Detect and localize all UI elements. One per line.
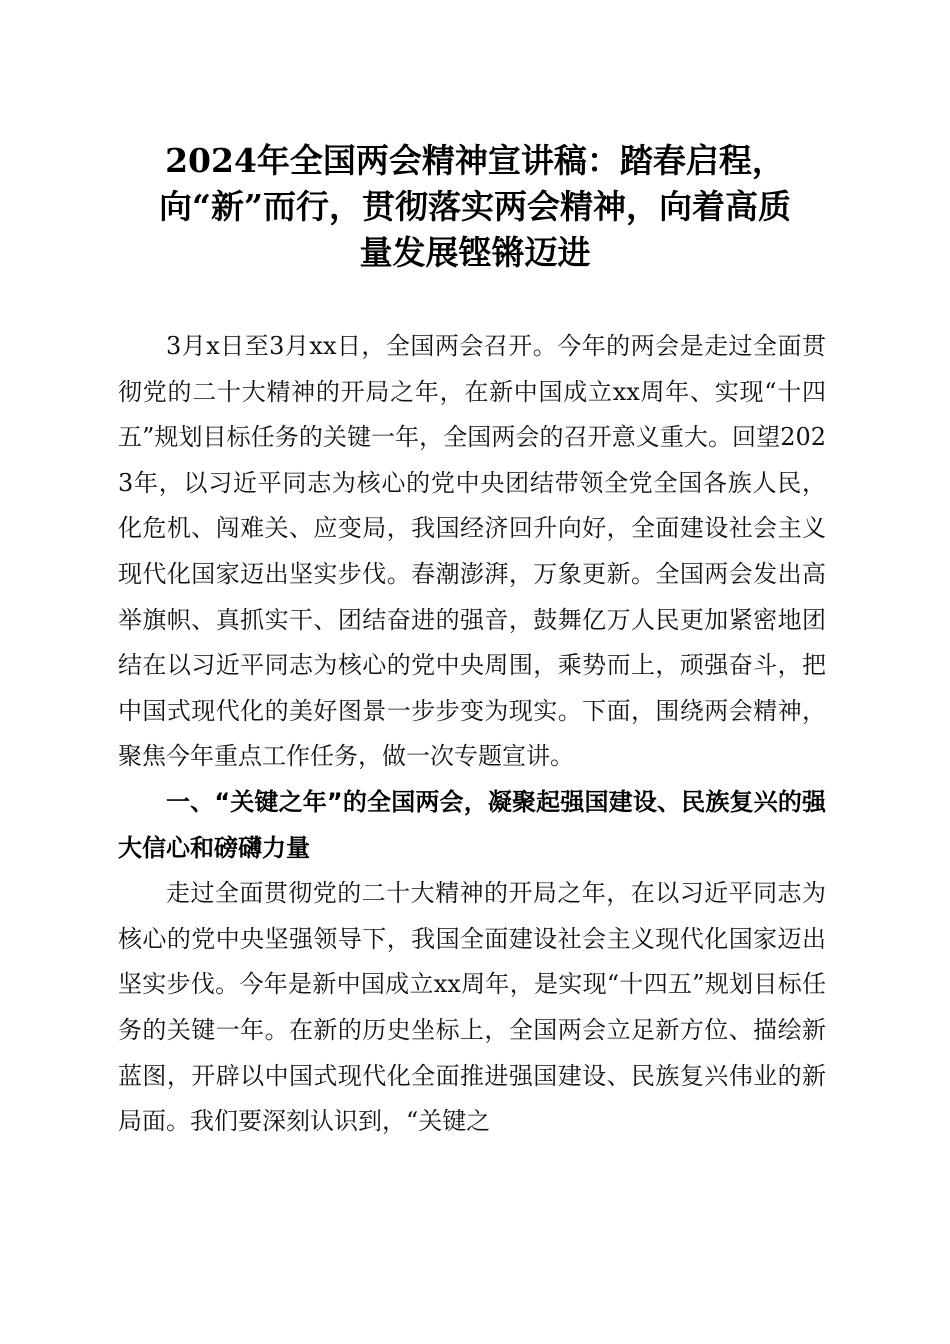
paragraph-intro: 3月x日至3月xx日，全国两会召开。今年的两会是走过全面贯彻党的二十大精神的开局之年，在新中国成立xx周年、实现“十四五”规划目标任务的关键一年，全国两会的召开意义重大。回望2023年，以习近平同志为核心的党中央团结带领全党全国各族人民，化危机、闯难关、应变局，我国经济回升向好，全面建设社会主义现代化国家迈出坚实步伐。春潮澎湃，万象更新。全国两会发出高举旗帜、真抓实干、团结奋进的强音，鼓舞亿万人民更加紧密地团结在以习近平同志为核心的党中央周围，乘势而上，顽强奋斗，把中国式现代化的美好图景一步步变为现实。下面，围绕两会精神，聚焦今年重点工作任务，做一次专题宣讲。 — [118, 332, 826, 771]
paragraph-section-1: 走过全面贯彻党的二十大精神的开局之年，在以习近平同志为核心的党中央坚强领导下，我国全面建设社会主义现代化国家迈出坚实步伐。今年是新中国成立xx周年，是实现“十四五”规划目标任务的关键一年。在新的历史坐标上，全国两会立足新方位、描绘新蓝图，开辟以中国式现代化全面推进强国建设、民族复兴伟业的新局面。我们要深刻认识到，“关键之 — [118, 879, 826, 1136]
title-line-1: 2024年全国两会精神宣讲稿：踏春启程， — [165, 141, 785, 180]
title-line-2: 向“新”而行，贯彻落实两会精神，向着高质 — [159, 187, 791, 226]
document-title — [120, 138, 830, 276]
section-heading-1: 一、“关键之年”的全国两会，凝聚起强国建设、民族复兴的强大信心和磅礴力量 — [118, 787, 826, 862]
document-body — [118, 324, 826, 1145]
title-line-3: 量发展铿锵迈进 — [359, 233, 591, 272]
